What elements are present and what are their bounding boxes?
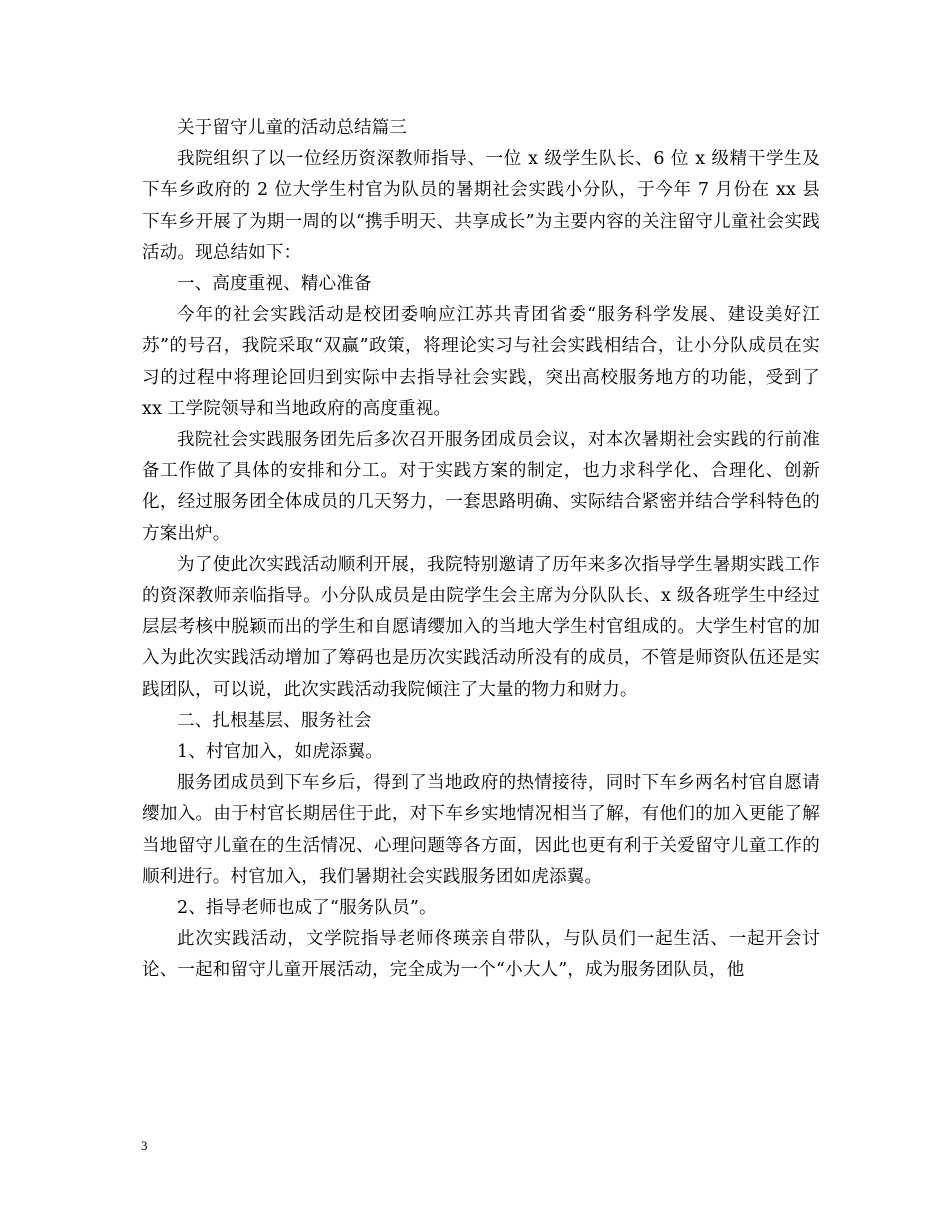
paragraph: 服务团成员到下车乡后，得到了当地政府的热情接待，同时下车乡两名村官自愿请缨加入。由于村官长期居住于此，对下车乡实地情况相当了解，有他们的加入更能了解当地留守儿童在的生活情况、心理问题等各方面，因此也更有利于关爱留守儿童工作的顺利进行。村官加入，我们暑期社会实践服务团如虎添翼。: [142, 773, 820, 887]
paragraph: 此次实践活动，文学院指导老师佟瑛亲自带队，与队员们一起生活、一起开会讨论、一起和留守儿童开展活动，完全成为一个“小大人”，成为服务团队员，他: [142, 929, 820, 981]
document-title: 关于留守儿童的活动总结篇三: [177, 118, 408, 138]
paragraph: 我院社会实践服务团先后多次召开服务团成员会议，对本次暑期社会实践的行前准备工作做了具体的安排和分工。对于实践方案的制定，也力求科学化、合理化、创新化，经过服务团全体成员的几天努力，一套思路明确、实际结合紧密并结合学科特色的方案出炉。: [142, 430, 820, 544]
paragraph: 今年的社会实践活动是校团委响应江苏共青团省委“服务科学发展、建设美好江苏”的号召，我院采取“双赢”政策，将理论实习与社会实践相结合，让小分队成员在实习的过程中将理论回归到实际中去指导社会实践，突出高校服务地方的功能，受到了 xx 工学院领导和当地政府的高度重视。: [142, 305, 820, 419]
section-heading-2: 二、扎根基层、服务社会: [177, 710, 372, 731]
paragraph-intro: 我院组织了以一位经历资深教师指导、一位 x 级学生队长、6 位 x 级精干学生及下车乡政府的 2 位大学生村官为队员的暑期社会实践小分队，于今年 7 月份在 xx 县下车乡开展了为期一周的以“携手明天、共享成长”为主要内容的关注留守儿童社会实践活动。现总结如下：: [142, 149, 820, 263]
subsection-heading-1: 1、村官加入，如虎添翼。: [177, 742, 384, 763]
page-number: 3: [141, 1138, 148, 1153]
section-heading-1: 一、高度重视、精心准备: [177, 274, 372, 295]
document-body: [142, 113, 820, 987]
paragraph: 为了使此次实践活动顺利开展，我院特别邀请了历年来多次指导学生暑期实践工作的资深教师亲临指导。小分队成员是由院学生会主席为分队队长、x 级各班学生中经过层层考核中脱颖而出的学生和自愿请缨加入的当地大学生村官组成的。大学生村官的加入为此次实践活动增加了筹码也是历次实践活动所没有的成员，不管是师资队伍还是实践团队，可以说，此次实践活动我院倾注了大量的物力和财力。: [142, 554, 820, 700]
subsection-heading-2: 2、指导老师也成了“服务队员”。: [177, 898, 437, 919]
